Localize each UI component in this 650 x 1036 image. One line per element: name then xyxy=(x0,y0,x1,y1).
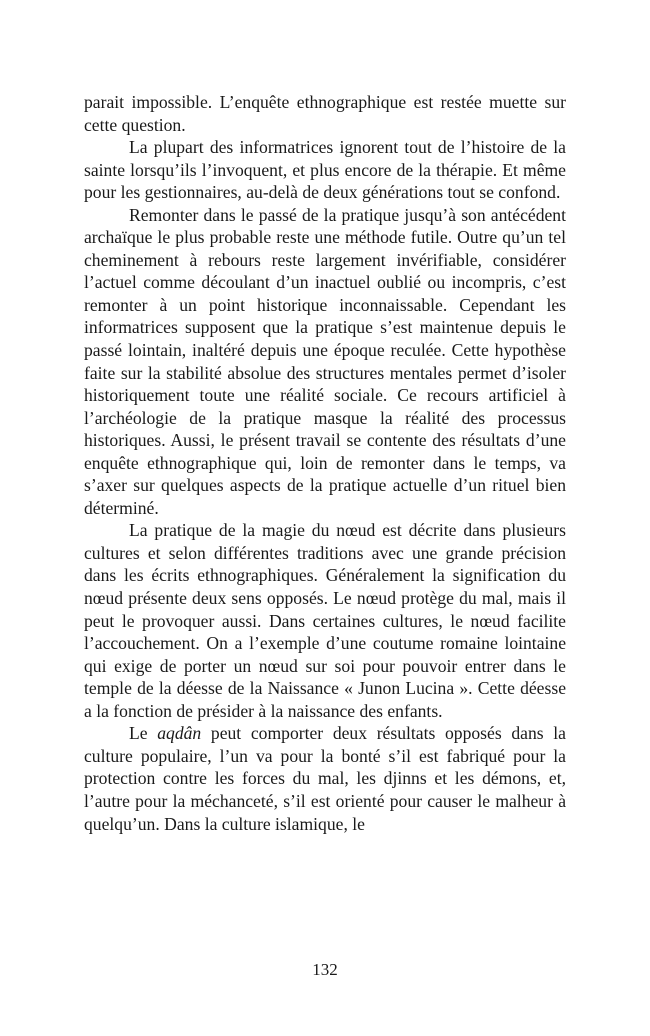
paragraph-5 xyxy=(84,722,566,835)
paragraph-1: parait impossible. L’enquête ethnographique est restée muette sur cette question. xyxy=(84,92,566,135)
term-aqdan: aqdân xyxy=(157,723,202,744)
paragraph-5-rest: peut comporter deux résultats opposés dans la culture populaire, l’un va pour la bonté s’il est fabriqué pour la protection contre les forces du mal, les djinns et les démons, et, l’autre pour la méchanceté, s’il est orienté pour causer le malheur à quelqu’un. Dans la culture islamique, le xyxy=(84,723,566,834)
paragraph-4: La pratique de la magie du nœud est décrite dans plusieurs cultures et selon différentes traditions avec une grande précision dans les écrits ethnographiques. Généralement la signification du nœud présente deux sens opposés. Le nœud protège du mal, mais il peut le provoquer aussi. Dans certaines cultures, le nœud facilite l’accouchement. On a l’exemple d’une coutume romaine lointaine qui exige de porter un nœud sur soi pour pouvoir entrer dans le temple de la déesse de la Naissance « Junon Lucina ». Cette déesse a la fonction de présider à la naissance des enfants. xyxy=(84,520,566,721)
paragraph-3: Remonter dans le passé de la pratique jusqu’à son antécédent archaïque le plus probable reste une méthode futile. Outre qu’un tel cheminement à rebours reste largement invérifiable, considérer l’actuel comme découlant d’un inactuel oublié ou incompris, c’est remonter à un point historique inconnaissable. Cependant les informatrices supposent que la pratique s’est maintenue depuis le passé lointain, inaltéré depuis une époque reculée. Cette hypothèse faite sur la stabilité absolue des structures mentales permet d’isoler historiquement toute une réalité sociale. Ce recours artificiel à l’archéologie de la pratique masque la réalité des processus historiques. Aussi, le présent travail se contente des résultats d’une enquête ethnographique qui, loin de remonter dans le temps, va s’axer sur quelques aspects de la pratique actuelle d’un rituel bien déterminé. xyxy=(84,204,566,518)
page-number: 132 xyxy=(312,960,338,979)
paragraph-5-lead: Le xyxy=(129,723,158,744)
paragraph-2: La plupart des informatrices ignorent tout de l’histoire de la sainte lorsqu’ils l’invoquent, et plus encore de la thérapie. Et même pour les gestionnaires, au-delà de deux générations tout se confond. xyxy=(84,137,566,203)
page-body xyxy=(84,91,566,835)
